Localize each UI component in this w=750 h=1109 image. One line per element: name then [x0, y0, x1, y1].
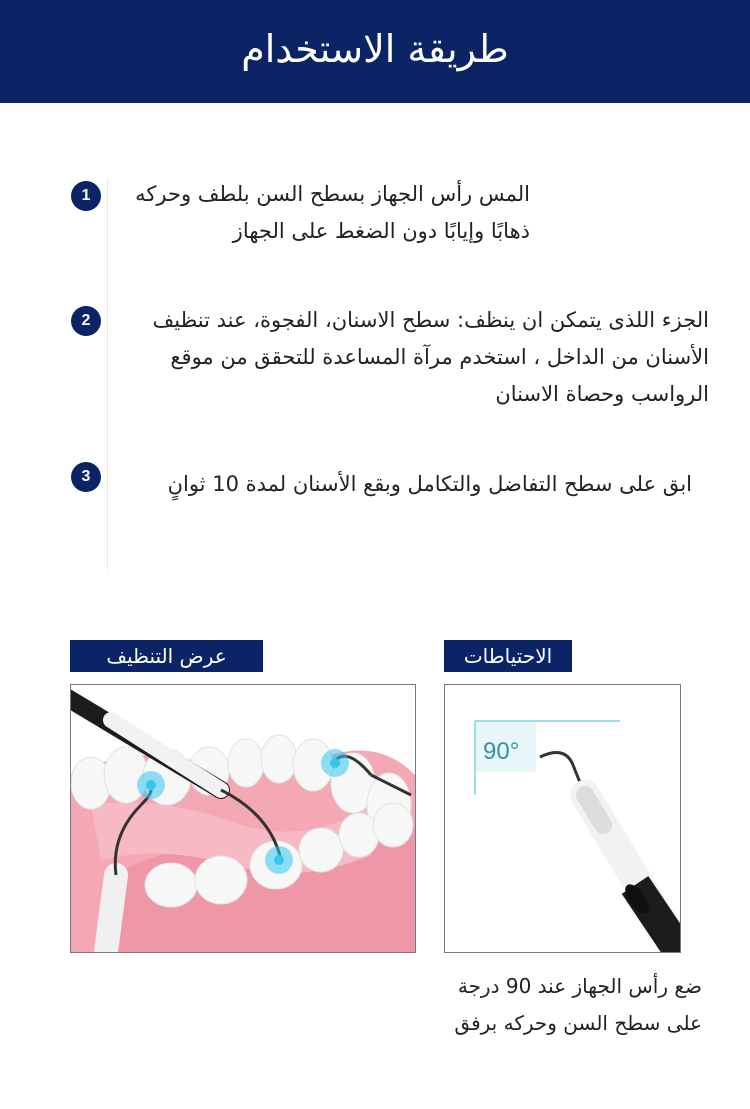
step-2-line-3: الرواسب وحصاة الاسنان — [495, 382, 709, 406]
step-1-text — [110, 176, 530, 250]
teeth-illustration — [71, 685, 415, 952]
precautions-caption — [402, 968, 702, 1042]
precautions-image — [444, 684, 681, 953]
caption-line-2: على سطح السن وحركه برفق — [454, 1011, 702, 1035]
step-2-line-1: الجزء اللذى يتمكن ان ينظف: سطح الاسنان، الفجوة، عند تنظيف — [152, 308, 709, 332]
step-1-line-2: ذهابًا وإيابًا دون الضغط على الجهاز — [232, 219, 530, 243]
cleaning-image — [70, 684, 416, 953]
page-header — [0, 0, 750, 103]
cleaning-label: عرض التنظيف — [70, 640, 263, 672]
step-1-line-1: المس رأس الجهاز بسطح السن بلطف وحركه — [135, 182, 530, 206]
step-1-number: 1 — [71, 181, 101, 211]
page-title: طريقة الاستخدام — [241, 26, 509, 71]
step-3-text — [112, 466, 692, 503]
step-3-line-1: ابق على سطح التفاضل والتكامل وبقع الأسنان لمدة 10 ثوانٍ — [167, 472, 692, 496]
step-2-number: 2 — [71, 306, 101, 336]
precautions-label: الاحتياطات — [444, 640, 572, 672]
step-2-text — [109, 302, 709, 413]
caption-line-1: ضع رأس الجهاز عند 90 درجة — [457, 974, 702, 998]
step-2-line-2: الأسنان من الداخل ، استخدم مرآة المساعدة للتحقق من موقع — [170, 345, 709, 369]
step-3-number: 3 — [71, 462, 101, 492]
angle-label: 90° — [483, 738, 520, 765]
angle-illustration — [445, 685, 680, 952]
